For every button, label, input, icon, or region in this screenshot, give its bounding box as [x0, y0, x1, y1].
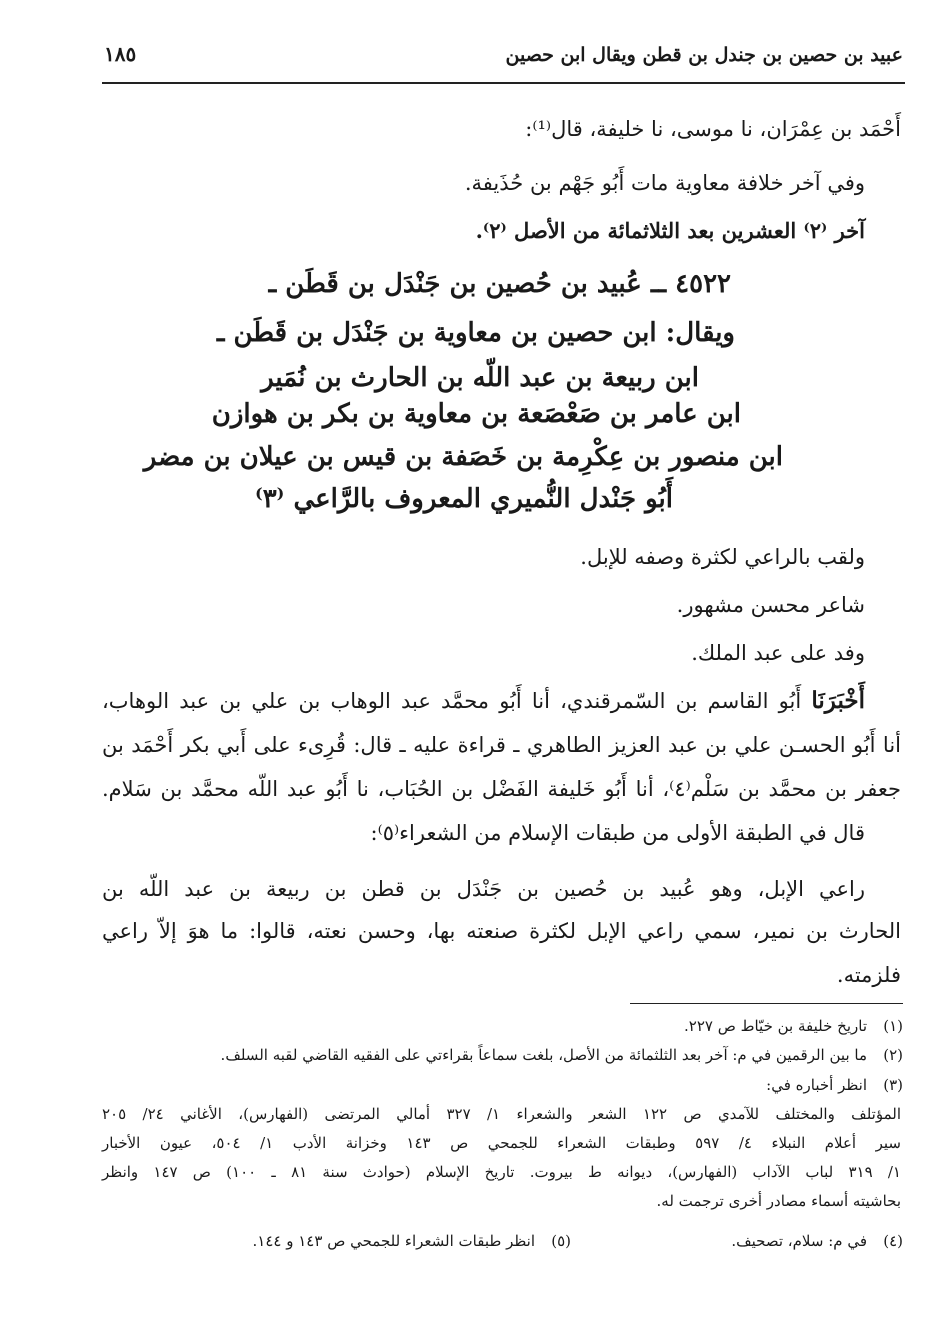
footnote-text: انظر أخباره في: — [766, 1076, 867, 1094]
footnote-3 — [766, 1074, 903, 1096]
isnad-keyword: أَخْبَرَنَا — [811, 687, 865, 714]
running-title: عبيد بن حصين بن جندل بن قطن ويقال ابن حصين — [505, 44, 903, 66]
footnote-1 — [684, 1015, 903, 1037]
text-line: أَحْمَد بن عِمْرَان، نا موسى، نا خليفة، قال⁽¹⁾: — [525, 117, 901, 141]
text-line: وفي آخر خلافة معاوية مات أَبُو جَهْم بن حُذَيفة. — [464, 171, 865, 195]
quote-intro: قال في الطبقة الأولى من طبقات الإسلام من الشعراء⁽٥⁾: — [370, 821, 865, 845]
footnote-text: انظر طبقات الشعراء للجمحي ص ١٤٣ و ١٤٤. — [252, 1232, 535, 1250]
page-number: ١٨٥ — [104, 42, 137, 66]
paragraph-line: راعي الإبل، وهو عُبيد بن حُصين بن جَنْدَل بن قطن بن ربيعة بن عبد اللّه بن — [102, 877, 865, 901]
text-line: شاعر محسن مشهور. — [676, 593, 865, 617]
isnad-line: جعفر بن محمَّد بن سَلْم⁽٤⁾، أنا أَبُو خَليفة الفَضْل بن الحُبَاب، نا أَبُو عبد اللّه محمَّد بن سَلام. — [102, 777, 901, 801]
footnote-3-line: ١/ ٣١٩ لباب الآداب (الفهارس)، ديوانه ط بيروت. تاريخ الإسلام (حوادث سنة ٨١ ـ ١٠٠) ص ١٤٧ وانظر — [102, 1163, 901, 1181]
footnote-number: (٢) — [883, 1046, 903, 1064]
isnad-line — [102, 686, 865, 716]
header-divider — [102, 82, 905, 84]
entry-heading: أَبُو جَنْدل النُّميري المعروف بالرَّاعي ⁽٣⁾ — [254, 484, 673, 514]
footnote-3-line: المؤتلف والمختلف للآمدي ص ١٢٢ الشعر والشعراء ١/ ٣٢٧ أمالي المرتضى (الفهارس)، الأغاني ٢٤/ ٢٠٥ — [102, 1105, 902, 1123]
running-header — [100, 38, 903, 78]
text-line: آخر ⁽٢⁾ العشرين بعد الثلاثمائة من الأصل ⁽٢⁾. — [475, 218, 865, 243]
paragraph-line: الحارث بن نمير، سمي راعي الإبل لكثرة صنعته بها، وحسن نعته، قالوا: ما هوَ إلاّ راعي — [102, 919, 901, 943]
entry-heading: ويقال: ابن حصين بن معاوية بن جَنْدَل بن قَطَن ـ — [216, 318, 735, 348]
text-line: وفد على عبد الملك. — [691, 641, 865, 665]
footnote-text: في م: سلام، تصحيف. — [731, 1232, 867, 1250]
footnote-5 — [253, 1230, 571, 1252]
footnote-text: ما بين الرقمين في م: آخر بعد الثلثمائة من الأصل، بلغت سماعاً بقراءتي على الفقيه القاضي لقبه السلف. — [220, 1046, 867, 1064]
footnote-number: (٥) — [551, 1232, 571, 1250]
footnote-number: (٤) — [883, 1232, 903, 1250]
text-line: ولقب بالراعي لكثرة وصفه للإبل. — [580, 545, 865, 569]
entry-heading: ابن منصور بن عِكْرِمة بن خَصَفة بن قيس بن عيلان بن مضر — [143, 442, 783, 472]
footnote-4 — [731, 1230, 903, 1252]
footnote-text: تاريخ خليفة بن خيّاط ص ٢٢٧. — [683, 1017, 867, 1035]
paragraph-line: فلزمته. — [836, 963, 901, 987]
footnote-number: (١) — [883, 1017, 903, 1035]
entry-heading: ابن عامر بن صَعْصَعة بن معاوية بن بكر بن هوازن — [211, 399, 741, 429]
footnote-3-line: بحاشيته أسماء مصادر أخرى ترجمت له. — [656, 1192, 901, 1210]
footnote-number: (٣) — [883, 1076, 903, 1094]
entry-heading: ٤٥٢٢ ــ عُبيد بن حُصين بن جَنْدَل بن قَطَن ـ — [268, 269, 731, 299]
isnad-text: أَبُو القاسم بن السّمرقندي، أنا أَبُو محمَّد عبد الوهاب بن علي بن عبد الوهاب، — [102, 689, 802, 713]
entry-heading: ابن ربيعة بن عبد اللّه بن الحارث بن نُمَير — [261, 363, 699, 393]
footnote-3-line: سير أعلام النبلاء ٤/ ٥٩٧ وطبقات الشعراء للجمحي ص ١٤٣ وخزانة الأدب ١/ ٥٠٤، عيون الأخبار — [102, 1134, 901, 1152]
footnote-divider — [630, 1003, 903, 1004]
isnad-line: أنا أَبُو الحسـن علي بن عبد العزيز الطاهري ـ قراءة عليه ـ قال: قُرِىء على أَبي بكر أَحْمَد بن — [102, 733, 901, 757]
footnote-2 — [221, 1044, 903, 1066]
